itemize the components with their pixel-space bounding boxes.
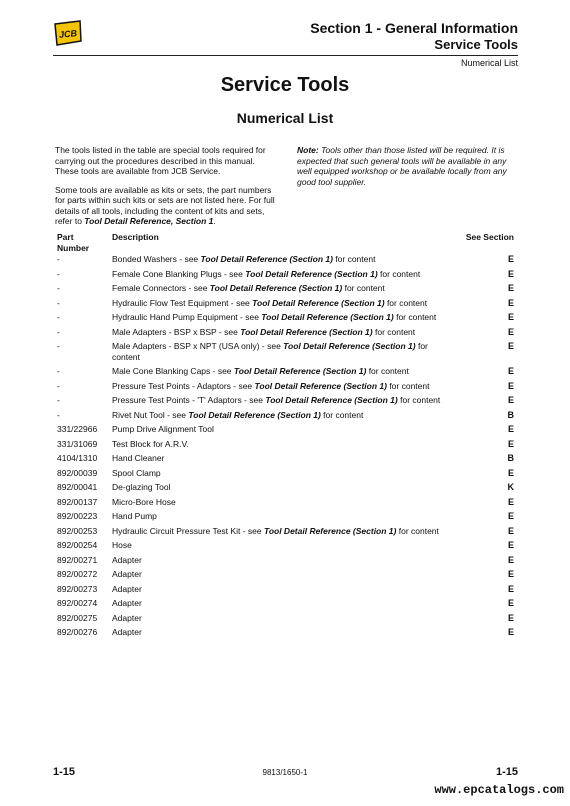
see-section: E: [507, 467, 514, 478]
part-number: 892/00039: [57, 467, 98, 478]
reference-link-text: Tool Detail Reference (Section 1): [263, 525, 397, 536]
reference-link-text: Tool Detail Reference (Section 1): [200, 254, 333, 264]
tools-table: [0, 254, 570, 642]
watermark: www.epcatalogs.com: [434, 783, 564, 797]
page-subtitle: Numerical List: [236, 110, 334, 126]
see-section: E: [507, 627, 514, 637]
see-section: E: [507, 341, 514, 351]
see-section: E: [507, 612, 514, 623]
intro-paragraph-1: The tools listed in the table are special tools required for carrying out the procedures described in this manual. These tools are available from JCB Service.: [55, 145, 266, 176]
table-row: [0, 540, 570, 555]
description: Pressure Test Points - 'T' Adaptors - see Tool Detail Reference (Section 1) for content: [112, 395, 441, 405]
table-row: [0, 381, 570, 396]
description: Hydraulic Flow Test Equipment - see Tool Detail Reference (Section 1) for content: [112, 297, 428, 308]
description: Adapter: [112, 569, 142, 579]
subsection-title: Service Tools: [434, 37, 518, 52]
column-header-description: Description: [112, 232, 159, 242]
part-number: -: [57, 326, 60, 337]
description: Adapter: [112, 583, 142, 594]
part-number: 331/31069: [57, 438, 98, 449]
see-section: E: [507, 496, 514, 507]
see-section: E: [507, 554, 514, 565]
part-number: 892/00041: [57, 482, 98, 492]
part-number: 892/00274: [57, 598, 98, 608]
table-row: [0, 497, 570, 512]
table-row: [0, 283, 570, 298]
part-number: -: [57, 268, 60, 279]
see-section: E: [507, 598, 514, 608]
description: Male Cone Blanking Caps - see Tool Detail Reference (Section 1) for content: [112, 366, 409, 376]
part-number: 892/00273: [57, 583, 98, 594]
see-section: E: [507, 326, 514, 337]
part-number: 892/00137: [57, 496, 98, 507]
see-section: E: [507, 438, 514, 449]
see-section: E: [507, 380, 514, 391]
part-number: -: [57, 395, 60, 405]
see-section: E: [507, 525, 514, 536]
see-section: B: [507, 409, 514, 420]
part-number: -: [57, 366, 60, 376]
see-section: B: [507, 453, 514, 463]
reference-link-text: Tool Detail Reference (Section 1): [254, 380, 387, 391]
intro-text: [55, 145, 277, 235]
table-row: [0, 312, 570, 327]
part-number: 892/00276: [57, 627, 98, 637]
part-number: -: [57, 297, 60, 308]
part-number: 331/22966: [57, 424, 98, 434]
see-section: E: [507, 511, 514, 521]
description: Adapter: [112, 612, 142, 623]
table-row: [0, 613, 570, 628]
note-body: Tools other than those listed will be required. It is expected that such general tools will be available in any well equipped workshop or be available locally from any good tool supplier.: [297, 145, 507, 187]
table-row: [0, 569, 570, 584]
table-row: [0, 254, 570, 269]
table-row: [0, 341, 570, 366]
table-row: [0, 526, 570, 541]
description: Hydraulic Hand Pump Equipment - see Tool Detail Reference (Section 1) for content: [112, 312, 437, 322]
see-section: E: [507, 569, 514, 579]
table-row: [0, 269, 570, 284]
reference-link-text: Tool Detail Reference (Section 1): [265, 395, 398, 405]
page-number-left: 1-15: [53, 766, 76, 778]
description: Hose: [112, 540, 132, 550]
part-number: -: [57, 341, 60, 351]
column-header-part-number: Part Number: [57, 232, 90, 253]
table-row: [0, 468, 570, 483]
description: Hydraulic Circuit Pressure Test Kit - see Tool Detail Reference (Section 1) for content: [112, 525, 439, 536]
table-row: [0, 584, 570, 599]
part-number: -: [57, 312, 60, 322]
table-row: [0, 327, 570, 342]
note-label: Note:: [297, 145, 319, 155]
reference-link-text: Tool Detail Reference (Section 1): [233, 366, 367, 376]
table-row: [0, 395, 570, 410]
header-rule: [53, 55, 518, 56]
running-title: Numerical List: [460, 58, 518, 68]
description: Hand Cleaner: [112, 453, 165, 463]
jcb-logo: [53, 20, 83, 46]
part-number: 892/00253: [57, 525, 98, 536]
description: Rivet Nut Tool - see Tool Detail Reference (Section 1) for content: [112, 409, 364, 420]
description: De-glazing Tool: [112, 482, 171, 492]
reference-link-text: Tool Detail Reference (Section 1): [209, 283, 343, 293]
description: Micro-Bore Hose: [112, 496, 176, 507]
table-row: [0, 555, 570, 570]
page-header: [310, 20, 518, 53]
table-row: [0, 453, 570, 468]
page-number-right: 1-15: [495, 766, 518, 778]
part-number: -: [57, 283, 60, 293]
see-section: E: [507, 254, 514, 264]
description: Pump Drive Alignment Tool: [112, 424, 214, 434]
see-section: E: [507, 283, 514, 293]
table-row: [0, 511, 570, 526]
description: Test Block for A.R.V.: [112, 438, 189, 449]
table-row: [0, 439, 570, 454]
table-row: [0, 298, 570, 313]
see-section: E: [507, 395, 514, 405]
table-row: [0, 598, 570, 613]
reference-link-text: Tool Detail Reference (Section 1): [240, 326, 373, 337]
reference-link-text: Tool Detail Reference (Section 1): [188, 409, 321, 420]
page-title: Service Tools: [220, 74, 350, 96]
see-section: E: [507, 268, 514, 279]
part-number: -: [57, 409, 60, 420]
note-text: [297, 145, 519, 187]
see-section: E: [507, 583, 514, 594]
section-title: Section 1 - General Information: [310, 20, 518, 36]
table-row: [0, 424, 570, 439]
see-section: E: [507, 424, 514, 434]
description: Female Connectors - see Tool Detail Reference (Section 1) for content: [112, 283, 385, 293]
description: Male Adapters - BSP x BSP - see Tool Detail Reference (Section 1) for content: [112, 326, 416, 337]
reference-link-text: Tool Detail Reference (Section 1): [261, 312, 394, 322]
part-number: 4104/1310: [57, 453, 98, 463]
part-number: -: [57, 254, 60, 264]
document-number: 9813/1650-1: [262, 768, 308, 777]
logo-text: JCB: [58, 28, 78, 40]
see-section: K: [507, 482, 514, 492]
description: Pressure Test Points - Adaptors - see Tool Detail Reference (Section 1) for content: [112, 380, 430, 391]
reference-link-text: Tool Detail Reference (Section 1): [245, 268, 378, 279]
part-number: 892/00223: [57, 511, 98, 521]
see-section: E: [507, 540, 514, 550]
reference-link-text: Tool Detail Reference (Section 1): [252, 297, 385, 308]
part-number: 892/00271: [57, 554, 98, 565]
part-number: 892/00272: [57, 569, 98, 579]
intro-reference: Tool Detail Reference, Section 1: [84, 216, 214, 226]
intro-paragraph-2: Some tools are available as kits or sets, the part numbers for parts within such kits or sets are not listed here. For full details of all tools, including the content of kits and sets, refer to Tool Detail Reference, Section 1.: [55, 184, 275, 226]
description: Adapter: [112, 627, 142, 637]
table-row: [0, 627, 570, 642]
see-section: E: [507, 312, 514, 322]
column-header-see-section: See Section: [465, 232, 514, 242]
description: Spool Clamp: [112, 467, 161, 478]
description: Adapter: [112, 598, 142, 608]
description: Male Adapters - BSP x NPT (USA only) - see Tool Detail Reference (Section 1) for content: [112, 341, 428, 362]
description: Hand Pump: [112, 511, 157, 521]
table-row: [0, 482, 570, 497]
part-number: 892/00254: [57, 540, 98, 550]
part-number: -: [57, 380, 60, 391]
description: Adapter: [112, 554, 142, 565]
see-section: E: [507, 366, 514, 376]
see-section: E: [507, 297, 514, 308]
reference-link-text: Tool Detail Reference (Section 1): [283, 341, 416, 351]
table-row: [0, 410, 570, 425]
table-row: [0, 366, 570, 381]
description: Bonded Washers - see Tool Detail Reference (Section 1) for content: [112, 254, 376, 264]
part-number: 892/00275: [57, 612, 98, 623]
description: Female Cone Blanking Plugs - see Tool Detail Reference (Section 1) for content: [112, 268, 421, 279]
